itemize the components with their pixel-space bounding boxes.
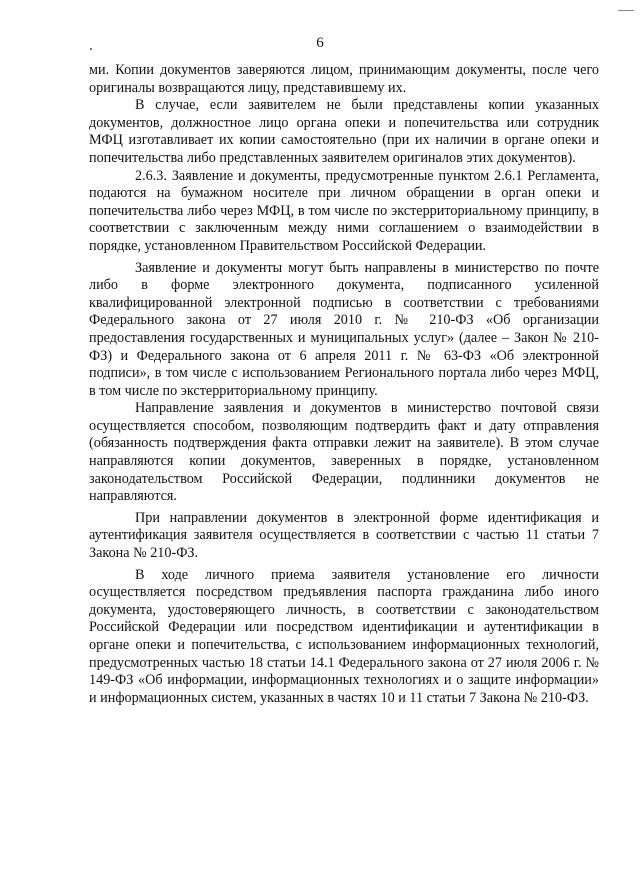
paragraph-identification: При направлении документов в электронной форме идентификация и аутентификация заявителя осуществляется в соответствии с частью 11 статьи 7 Закона № 210-ФЗ. <box>89 509 599 562</box>
paragraph-2-6-3: 2.6.3. Заявление и документы, предусмотренные пунктом 2.6.1 Регламента, подаются на бумажном носителе при личном обращении в орган опеки и попечительства либо через МФЦ, в том числе по экстерриториальному принципу, в соответствии с заключенным между ними соглашением о взаимодействии в порядке, установленном Правительством Российской Федерации. <box>89 167 599 254</box>
paragraph-continuation: ми. Копии документов заверяются лицом, принимающим документы, после чего оригиналы возвращаются лицу, представившему их. <box>89 62 599 96</box>
paragraph-copies: В случае, если заявителем не были представлены копии указанных документов, должностное лицо органа опеки и попечительства или сотрудник МФЦ изготавливает их копии самостоятельно (при их наличии в органе опеки и попечительства либо представленных заявителем оригиналов этих документов). <box>89 97 599 166</box>
page-number: 6 <box>316 35 324 51</box>
paragraph-postal: Направление заявления и документов в министерство почтовой связи осуществляется способом, позволяющим подтвердить факт и дату отправления (обязанность подтверждения факта отправки лежит на заявителе). В этом случае направляются копии документов, заверенных в порядке, установленном законодательством Российской Федерации, подлинники документов не направляются. <box>89 400 599 505</box>
scan-corner-mark <box>618 10 634 11</box>
paragraph-electronic-submission: Заявление и документы могут быть направлены в министерство по почте либо в форме электронного документа, подписанного усиленной квалифицированной электронной подписью в соответствии с требованиями Федерального закона от 27 июля 2010 г. № 210-ФЗ «Об организации предоставления государственных и муниципальных услуг» (далее – Закон № 210-ФЗ) и Федерального закона от 6 апреля 2011 г. № 63-ФЗ «Об электронной подписи», в том числе с использованием Регионального портала либо через МФЦ, в том числе по экстерриториальному принципу. <box>89 259 599 399</box>
document-body <box>89 62 599 707</box>
paragraph-personal-reception: В ходе личного приема заявителя установление его личности осуществляется посредством предъявления паспорта гражданина либо иного документа, удостоверяющего личность, в соответствии с законодательством Российской Федерации или посредством идентификации и аутентификации в органе опеки и попечительства, с использованием информационных технологий, предусмотренных частью 18 статьи 14.1 Федерального закона от 27 июля 2006 г. № 149-ФЗ «Об информации, информационных технологиях и о защите информации» и информационных систем, указанных в частях 10 и 11 статьи 7 Закона № 210-ФЗ. <box>89 566 599 706</box>
